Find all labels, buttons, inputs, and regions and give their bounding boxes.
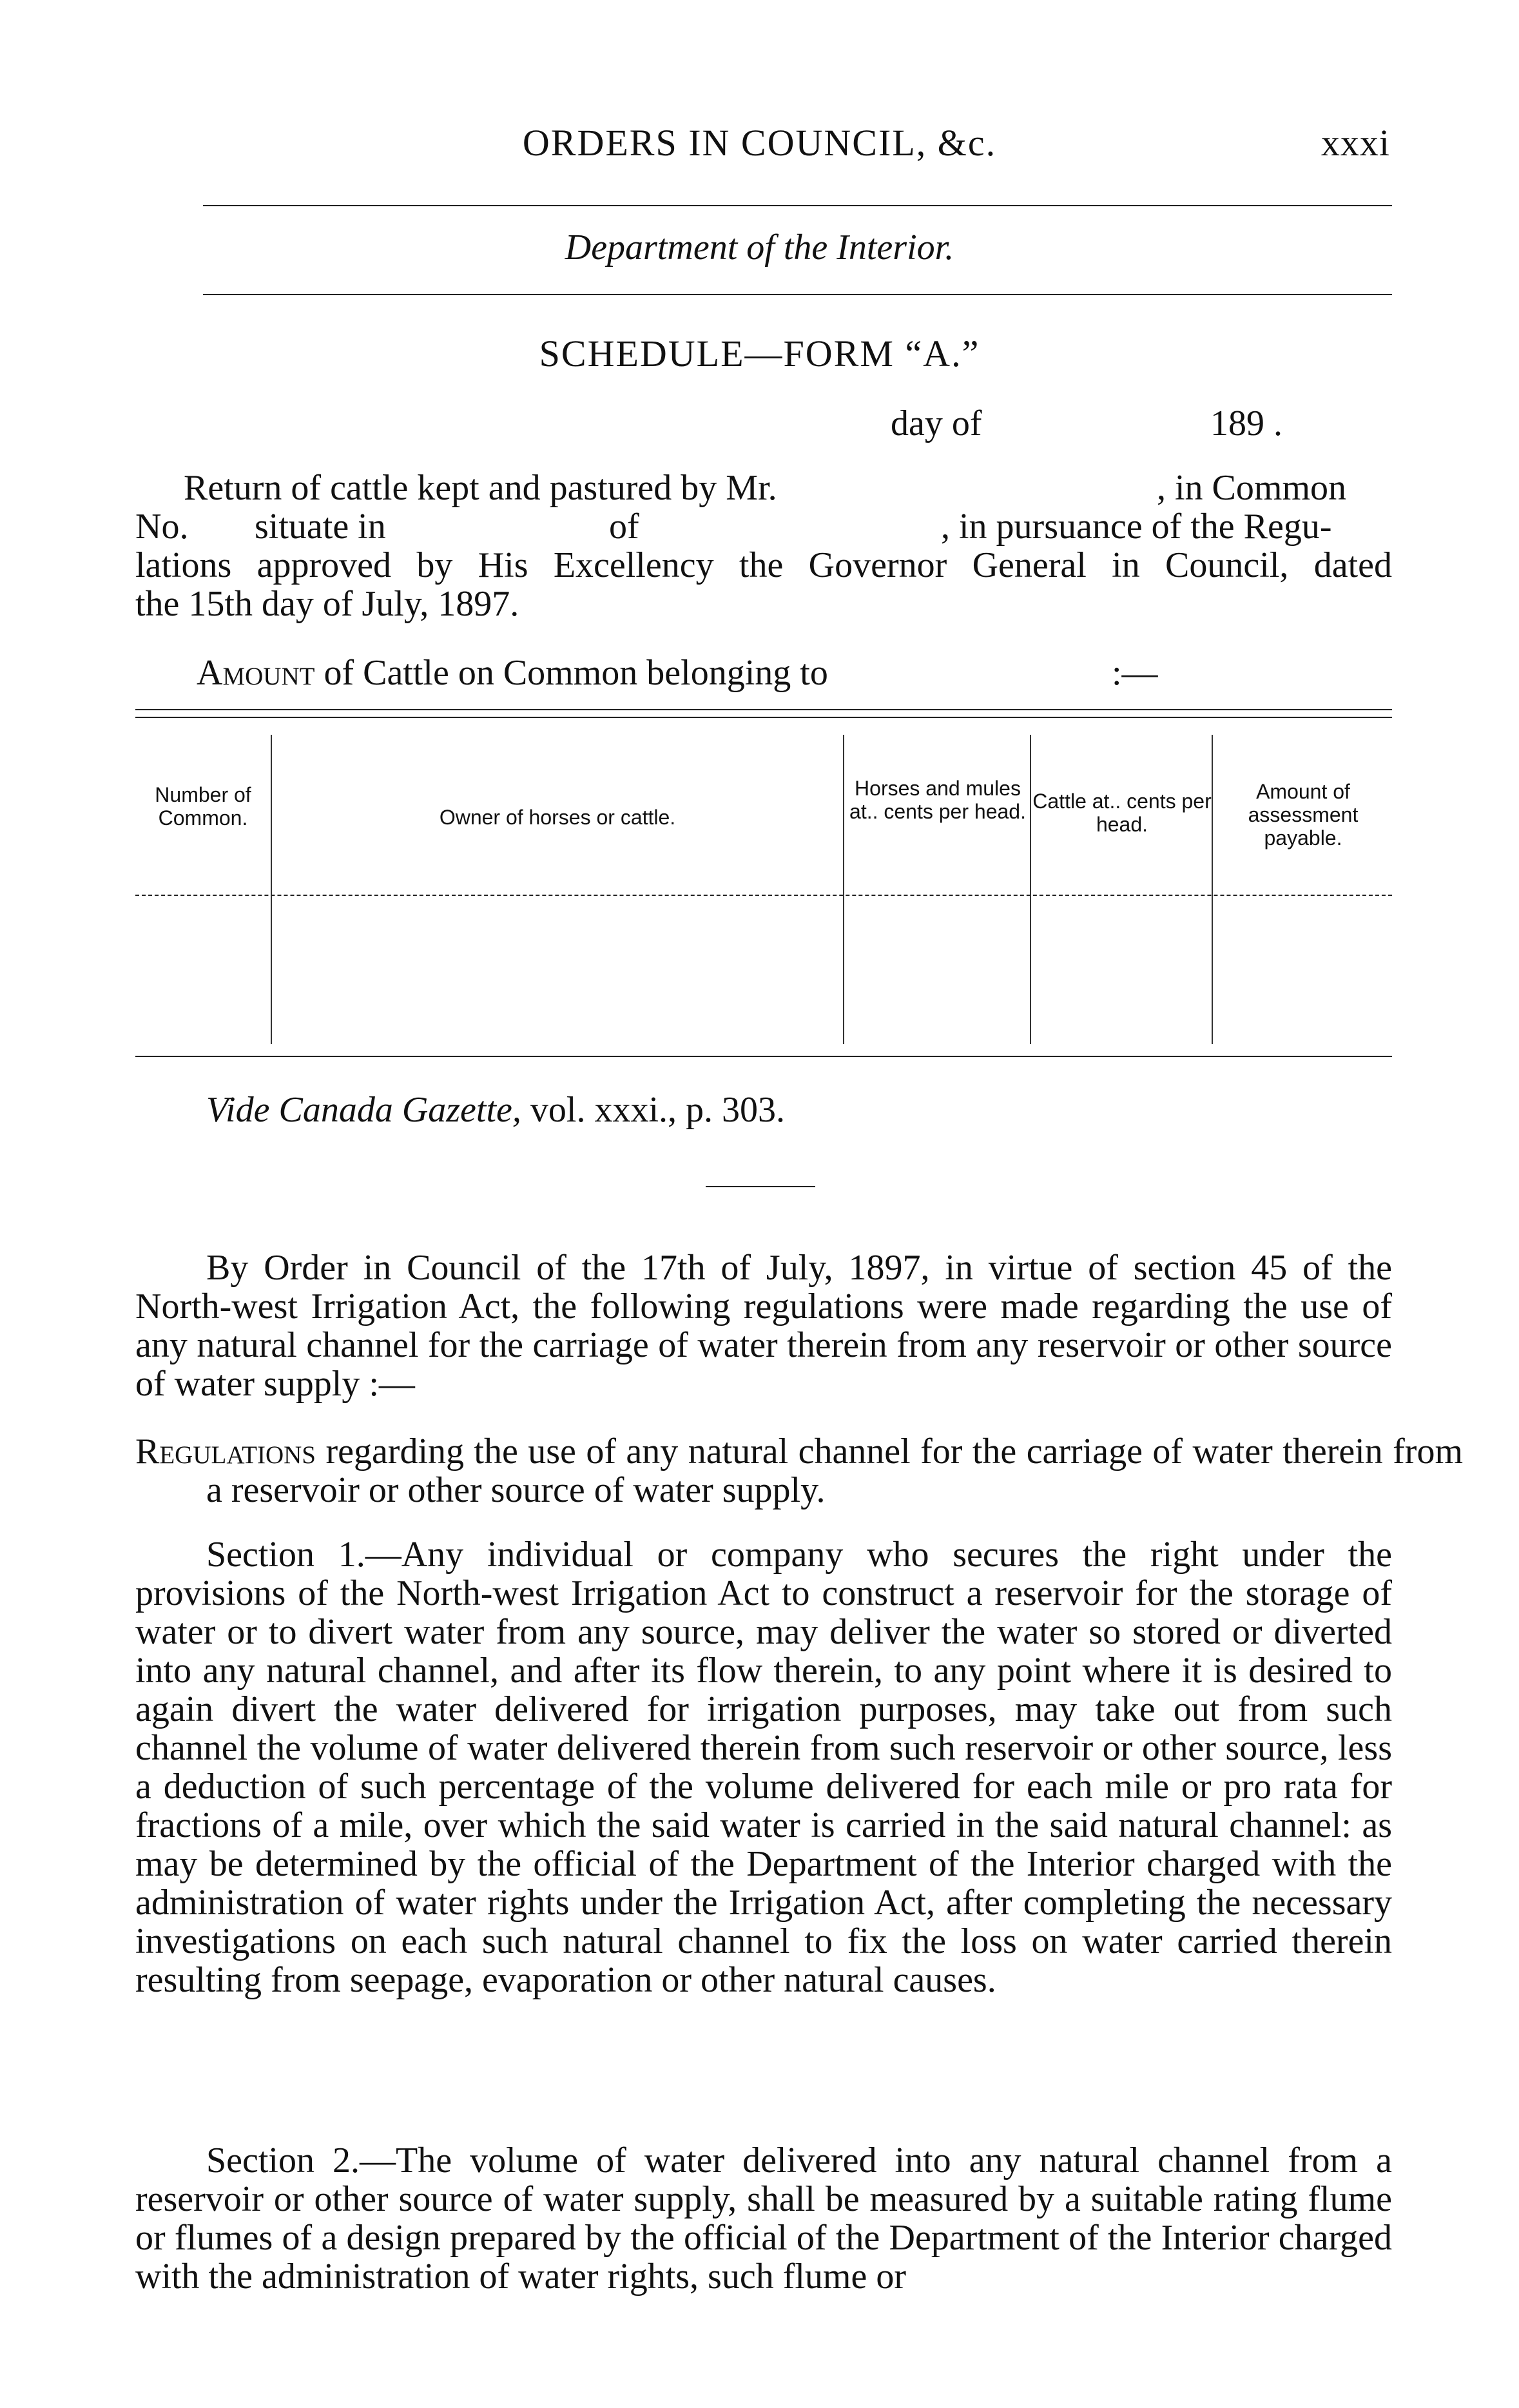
department-heading: Department of the Interior. (565, 228, 954, 267)
return-line2-rest: , in pursuance of the Regu- (941, 507, 1332, 547)
return-line1-right: , in Common (1157, 468, 1347, 508)
regulations-paragraph (135, 1432, 1463, 1510)
table-header-horses: Horses and mules at.. cents per head. (849, 777, 1026, 823)
page-number: xxxi (1321, 122, 1390, 164)
reference-rest: vol. xxxi., p. 303. (530, 1090, 786, 1130)
return-line2-situate: situate in (255, 507, 386, 547)
date-year: 189 . (1210, 403, 1282, 443)
return-line3: lations approved by His Excellency the Governor General in Council, dated (135, 545, 1392, 585)
return-line2-no: No. (135, 507, 189, 547)
reference-italic: Vide Canada Gazette, (206, 1090, 521, 1130)
return-line1-left: Return of cattle kept and pastured by Mr. (184, 468, 777, 508)
section-2-paragraph: Section 2.—The volume of water delivered into any natural channel from a reservoir or other source of water supply, shall be measured by a suitable rating flume or flumes of a design prepared by the official of the Department of the Interior charged with the administration of water rights, such flume or (135, 2141, 1392, 2296)
table-header-owner: Owner of horses or cattle. (439, 806, 676, 829)
gazette-reference (206, 1089, 785, 1131)
table-header-cattle: Cattle at.. cents per head. (1032, 790, 1212, 836)
table-col-divider-4 (1212, 735, 1213, 1044)
regulations-rest: regarding the use of any natural channel for the carriage of water therein from a reservoir or other source of water supply. (206, 1432, 1464, 1510)
running-title: ORDERS IN COUNCIL, &c. (522, 122, 997, 164)
date-day-label: day of (891, 403, 982, 443)
intro-paragraph: By Order in Council of the 17th of July, 1897, in virtue of section 45 of the North-west Irrigation Act, the following regulations were made regarding the use of any natural channel for the carriage of water therein from any reservoir or other source of water supply :— (135, 1248, 1392, 1404)
table-bottom-rule (135, 1056, 1392, 1057)
return-line4: the 15th day of July, 1897. (135, 584, 519, 624)
section-1-paragraph: Section 1.—Any individual or company who secures the right under the provisions of the North-west Irrigation Act to construct a reservoir for the storage of water or to divert water from any source, may deliver the water so stored or diverted into any natural channel, and after its flow therein, to any point where it is desired to again divert the water delivered for irrigation purposes, may take out from such channel the volume of water delivered therein from such reservoir or other source, less a deduction of such percentage of the volume delivered for each mile or pro rata for fractions of a mile, over which the said water is carried in the said natural channel: as may be determined by the official of the Department of the Interior charged with the administration of water rights under the Irrigation Act, after completing the necessary investigations on each such natural channel to fix the loss on water carried therein resulting from seepage, evaporation or other natural causes. (135, 1535, 1392, 2000)
table-header-amount: Amount of assessment payable. (1248, 780, 1359, 850)
header-divider (203, 205, 1392, 206)
table-header-number: Number of Common. (155, 783, 251, 830)
regulations-lead: Regulations (135, 1432, 316, 1471)
table-col-divider-2 (843, 735, 844, 1044)
amount-rest: of Cattle on Common belonging to (324, 653, 828, 693)
amount-line (197, 652, 828, 694)
section-divider (706, 1186, 815, 1187)
table-top-rule-2 (135, 717, 1392, 718)
amount-lead: Amount (197, 653, 315, 693)
table-top-rule-1 (135, 709, 1392, 710)
table-header-rule (135, 895, 1392, 896)
return-line2-of: of (609, 507, 639, 547)
schedule-title: SCHEDULE—FORM “A.” (539, 333, 980, 374)
table-col-divider-1 (271, 735, 272, 1044)
department-divider (203, 294, 1392, 295)
amount-end: :— (1112, 653, 1158, 693)
table-col-divider-3 (1030, 735, 1031, 1044)
